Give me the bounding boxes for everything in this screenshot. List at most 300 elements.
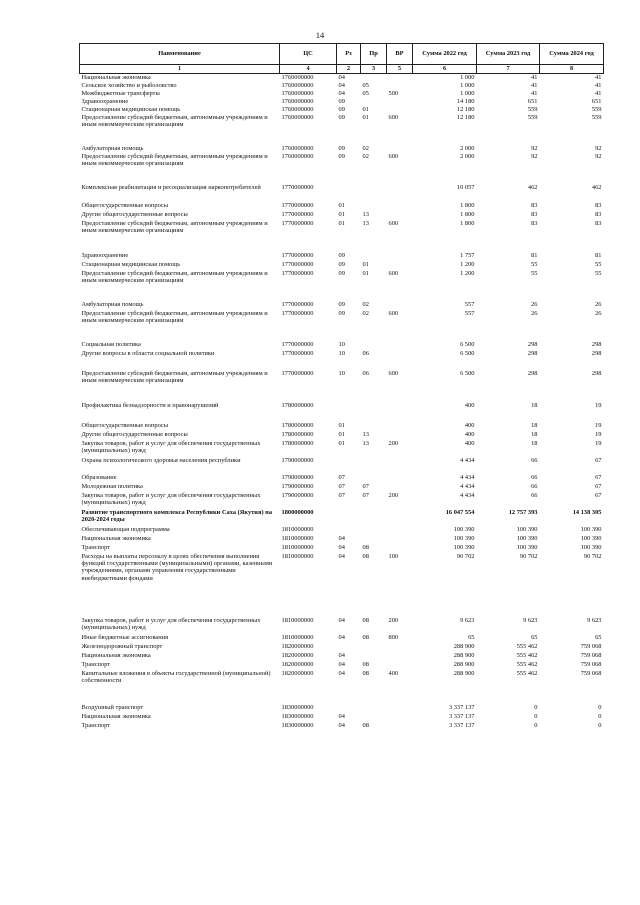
cell-sum-2022: 6 500 — [460, 340, 475, 348]
cell-sum-2023: 555 462 — [516, 651, 538, 659]
cell-name: Развитие транспортного комплекса Республики Саха (Якутия) на 2020-2024 годы — [81, 508, 273, 523]
cell-pr — [361, 457, 387, 474]
table-row — [80, 492, 604, 509]
page-number: 14 — [315, 30, 325, 40]
cell-cs: 1770000000 — [281, 340, 314, 348]
column-number-row — [80, 65, 604, 74]
cell-sum-2022: 10 057 — [456, 183, 475, 191]
table-row — [80, 402, 604, 422]
cell-rz: 09 — [338, 113, 345, 121]
cell-name: Закупка товаров, работ и услуг для обеспечения государственных (муниципальных) нужд — [81, 491, 261, 506]
cell-rz — [337, 457, 361, 474]
table-row — [80, 211, 604, 220]
cell-sum-2023: 66 — [531, 482, 538, 490]
cell-pr: 02 — [362, 300, 369, 308]
cell-pr: 13 — [362, 219, 369, 227]
cell-sum-2023: 55 — [531, 260, 538, 268]
column-number: 4 — [280, 65, 337, 74]
cell-cs: 1800000000 — [281, 508, 314, 516]
cell-sum-2024: 67 — [595, 482, 602, 490]
cell-sum-2023: 298 — [527, 369, 538, 377]
cell-pr: 01 — [362, 269, 369, 277]
cell-sum-2023: 298 — [527, 349, 538, 357]
cell-name: Здравоохранение — [81, 97, 129, 105]
cell-sum-2022: 6 500 — [460, 369, 475, 377]
cell-pr — [361, 341, 387, 350]
cell-name: Национальная экономика — [81, 74, 151, 81]
cell-rz — [337, 184, 361, 202]
cell-vr — [387, 457, 413, 474]
cell-sum-2022: 400 — [464, 439, 475, 447]
table-row — [80, 106, 604, 114]
cell-vr: 600 — [388, 152, 399, 160]
cell-rz: 04 — [338, 712, 345, 720]
cell-sum-2022: 1 000 — [460, 81, 475, 89]
cell-rz: 01 — [338, 421, 345, 429]
cell-sum-2023: 90 702 — [519, 552, 538, 560]
cell-sum-2024: 651 — [591, 97, 602, 105]
cell-sum-2023: 18 — [531, 401, 538, 409]
cell-name: Другие общегосударственные вопросы — [81, 430, 188, 438]
cell-sum-2024: 92 — [595, 144, 602, 152]
cell-name: Транспорт — [81, 721, 110, 729]
cell-sum-2023: 12 757 393 — [508, 508, 538, 516]
header-sum-2023: Сумма 2023 год — [477, 44, 540, 65]
cell-sum-2023: 555 462 — [516, 660, 538, 668]
cell-sum-2024: 14 138 305 — [572, 508, 602, 516]
cell-cs: 1770000000 — [281, 219, 314, 227]
cell-sum-2023: 66 — [531, 473, 538, 481]
cell-cs: 1790000000 — [281, 456, 314, 464]
cell-rz: 07 — [338, 482, 345, 490]
cell-vr — [387, 474, 413, 483]
cell-vr — [387, 722, 413, 731]
cell-rz: 10 — [338, 369, 345, 377]
cell-sum-2024: 92 — [595, 152, 602, 160]
cell-cs: 1820000000 — [281, 642, 314, 650]
cell-rz: 04 — [338, 616, 345, 624]
cell-rz — [337, 704, 361, 713]
table-row — [80, 98, 604, 106]
table-row — [80, 713, 604, 722]
cell-sum-2024: 81 — [595, 251, 602, 259]
cell-pr — [361, 535, 387, 544]
cell-rz: 09 — [338, 97, 345, 105]
table-row — [80, 643, 604, 652]
column-number: 8 — [540, 65, 604, 74]
cell-rz: 09 — [338, 260, 345, 268]
cell-cs: 1770000000 — [281, 201, 314, 209]
cell-name: Другие общегосударственные вопросы — [81, 210, 188, 218]
cell-pr — [361, 509, 387, 526]
cell-cs: 1770000000 — [281, 300, 314, 308]
table-row — [80, 202, 604, 211]
cell-cs: 1770000000 — [281, 369, 314, 377]
cell-rz: 01 — [338, 439, 345, 447]
cell-sum-2022: 288 900 — [453, 660, 475, 668]
table-row — [80, 145, 604, 153]
cell-cs: 1760000000 — [281, 81, 314, 89]
cell-sum-2024: 298 — [591, 340, 602, 348]
column-number: 6 — [413, 65, 477, 74]
cell-cs: 1770000000 — [281, 210, 314, 218]
cell-name: Транспорт — [81, 660, 110, 668]
cell-sum-2024: 90 702 — [583, 552, 602, 560]
cell-pr — [361, 713, 387, 722]
table-row — [80, 474, 604, 483]
table-row — [80, 722, 604, 731]
cell-sum-2023: 18 — [531, 430, 538, 438]
cell-pr: 05 — [362, 81, 369, 89]
cell-rz: 09 — [338, 300, 345, 308]
cell-sum-2024: 41 — [595, 89, 602, 97]
cell-rz: 01 — [338, 219, 345, 227]
cell-cs: 1760000000 — [281, 89, 314, 97]
cell-cs: 1810000000 — [281, 543, 314, 551]
cell-sum-2022: 3 337 137 — [448, 703, 475, 711]
cell-rz: 09 — [338, 251, 345, 259]
cell-sum-2023: 298 — [527, 340, 538, 348]
column-number: 3 — [361, 65, 387, 74]
cell-sum-2022: 1 000 — [460, 89, 475, 97]
cell-rz: 01 — [338, 210, 345, 218]
table-body — [80, 74, 604, 731]
cell-sum-2022: 2 000 — [460, 152, 475, 160]
cell-pr — [361, 74, 387, 82]
cell-name: Транспорт — [81, 543, 110, 551]
cell-name: Другие вопросы в области социальной политики — [81, 349, 215, 357]
cell-sum-2022: 100 390 — [453, 534, 475, 542]
cell-pr: 08 — [362, 616, 369, 624]
table-row — [80, 114, 604, 145]
cell-cs: 1760000000 — [281, 113, 314, 121]
cell-sum-2023: 100 390 — [516, 543, 538, 551]
cell-pr — [361, 526, 387, 535]
cell-cs: 1770000000 — [281, 349, 314, 357]
cell-vr — [387, 422, 413, 431]
cell-sum-2024: 55 — [595, 269, 602, 277]
cell-cs: 1770000000 — [281, 269, 314, 277]
cell-vr — [387, 301, 413, 310]
cell-pr: 07 — [362, 491, 369, 499]
cell-name: Амбулаторная помощь — [81, 144, 144, 152]
cell-name: Национальная экономика — [81, 651, 151, 659]
cell-sum-2024: 19 — [595, 439, 602, 447]
cell-name: Амбулаторная помощь — [81, 300, 144, 308]
cell-sum-2024: 65 — [595, 633, 602, 641]
cell-sum-2022: 288 900 — [453, 651, 475, 659]
cell-cs: 1810000000 — [281, 552, 314, 560]
cell-name: Обеспечивающая подпрограмма — [81, 525, 170, 533]
cell-pr — [361, 652, 387, 661]
cell-sum-2024: 26 — [595, 300, 602, 308]
table-row — [80, 350, 604, 370]
cell-rz — [337, 643, 361, 652]
table-row — [80, 670, 604, 704]
cell-sum-2022: 3 337 137 — [448, 712, 475, 720]
cell-cs: 1780000000 — [281, 401, 314, 409]
cell-pr — [361, 98, 387, 106]
cell-sum-2024: 0 — [598, 721, 602, 729]
column-number: 1 — [80, 65, 280, 74]
table-row — [80, 310, 604, 341]
cell-sum-2022: 14 180 — [456, 97, 475, 105]
cell-pr — [361, 422, 387, 431]
cell-vr — [387, 661, 413, 670]
cell-sum-2023: 83 — [531, 201, 538, 209]
cell-sum-2024: 67 — [595, 456, 602, 464]
cell-sum-2024: 9 623 — [587, 616, 602, 624]
cell-name: Капитальные вложения в объекты государственной (муниципальной) собственности — [81, 669, 271, 684]
cell-name: Железнодорожный транспорт — [81, 642, 163, 650]
cell-sum-2022: 100 390 — [453, 543, 475, 551]
cell-sum-2023: 65 — [531, 633, 538, 641]
table-row — [80, 74, 604, 82]
cell-cs: 1760000000 — [281, 97, 314, 105]
cell-vr — [387, 74, 413, 82]
cell-sum-2024: 41 — [595, 81, 602, 89]
header-sum-2022: Сумма 2022 год — [413, 44, 477, 65]
table-row — [80, 544, 604, 553]
cell-rz: 04 — [338, 651, 345, 659]
cell-pr: 08 — [362, 543, 369, 551]
cell-name: Молодежная политика — [81, 482, 143, 490]
cell-cs: 1760000000 — [281, 144, 314, 152]
cell-cs: 1810000000 — [281, 525, 314, 533]
cell-sum-2022: 1 800 — [460, 210, 475, 218]
cell-cs: 1760000000 — [281, 152, 314, 160]
cell-sum-2024: 19 — [595, 421, 602, 429]
cell-name: Социальная политика — [81, 340, 141, 348]
cell-rz: 09 — [338, 269, 345, 277]
table-row — [80, 261, 604, 270]
cell-sum-2024: 67 — [595, 491, 602, 499]
cell-sum-2022: 16 047 554 — [445, 508, 475, 516]
cell-sum-2022: 4 434 — [460, 482, 475, 490]
cell-pr: 13 — [362, 210, 369, 218]
cell-vr — [387, 652, 413, 661]
cell-sum-2022: 288 900 — [453, 642, 475, 650]
cell-sum-2022: 1 000 — [460, 74, 475, 81]
cell-sum-2022: 1 800 — [460, 219, 475, 227]
cell-pr — [361, 402, 387, 422]
cell-vr — [387, 261, 413, 270]
cell-sum-2023: 0 — [534, 703, 538, 711]
cell-sum-2024: 83 — [595, 210, 602, 218]
cell-sum-2022: 4 434 — [460, 473, 475, 481]
cell-name: Стационарная медицинская помощь — [81, 105, 181, 113]
cell-name: Межбюджетные трансферты — [81, 89, 160, 97]
cell-pr — [361, 704, 387, 713]
cell-vr: 200 — [388, 439, 399, 447]
cell-sum-2022: 1 800 — [460, 201, 475, 209]
cell-sum-2022: 400 — [464, 421, 475, 429]
cell-sum-2024: 100 390 — [580, 543, 602, 551]
cell-cs: 1820000000 — [281, 651, 314, 659]
table-row — [80, 220, 604, 252]
cell-sum-2023: 92 — [531, 152, 538, 160]
cell-name: Иные бюджетные ассигнования — [81, 633, 169, 641]
header-pr: Пр — [361, 44, 387, 65]
cell-cs: 1780000000 — [281, 421, 314, 429]
column-number: 2 — [337, 65, 361, 74]
cell-vr — [387, 704, 413, 713]
table-row — [80, 184, 604, 202]
cell-rz: 09 — [338, 105, 345, 113]
cell-name: Здравоохранение — [81, 251, 129, 259]
cell-name: Национальная экономика — [81, 712, 151, 720]
cell-sum-2024: 83 — [595, 219, 602, 227]
cell-rz: 04 — [338, 633, 345, 641]
cell-rz: 04 — [338, 89, 345, 97]
cell-name: Закупка товаров, работ и услуг для обеспечения государственных (муниципальных) нужд — [81, 616, 261, 631]
cell-rz: 09 — [338, 309, 345, 317]
cell-vr — [387, 252, 413, 261]
cell-sum-2023: 41 — [531, 81, 538, 89]
cell-cs: 1810000000 — [281, 633, 314, 641]
cell-cs: 1770000000 — [281, 183, 314, 191]
cell-sum-2023: 559 — [527, 113, 538, 121]
cell-cs: 1810000000 — [281, 534, 314, 542]
cell-sum-2023: 66 — [531, 456, 538, 464]
cell-name: Общегосударственные вопросы — [81, 421, 169, 429]
cell-sum-2024: 298 — [591, 349, 602, 357]
cell-name: Общегосударственные вопросы — [81, 201, 169, 209]
cell-rz: 04 — [338, 669, 345, 677]
cell-sum-2024: 41 — [595, 74, 602, 81]
cell-sum-2022: 1 757 — [460, 251, 475, 259]
cell-name: Предоставление субсидий бюджетным, автономным учреждениям и иным некоммерческим организациям — [81, 219, 268, 234]
cell-sum-2022: 4 434 — [460, 456, 475, 464]
table-row — [80, 661, 604, 670]
cell-vr — [387, 483, 413, 492]
cell-vr — [387, 526, 413, 535]
cell-cs: 1790000000 — [281, 482, 314, 490]
header-cs: ЦС — [280, 44, 337, 65]
cell-sum-2023: 462 — [527, 183, 538, 191]
cell-rz: 04 — [338, 74, 345, 81]
cell-name: Комплексная реабилитация и ресоциализация наркопотребителей — [81, 183, 261, 191]
cell-vr: 600 — [388, 309, 399, 317]
cell-name: Предоставление субсидий бюджетным, автономным учреждениям и иным некоммерческим организациям — [81, 113, 268, 128]
cell-rz: 04 — [338, 721, 345, 729]
cell-rz — [337, 526, 361, 535]
table-row — [80, 652, 604, 661]
cell-vr — [387, 402, 413, 422]
cell-sum-2022: 9 623 — [460, 616, 475, 624]
cell-sum-2022: 6 500 — [460, 349, 475, 357]
cell-sum-2024: 19 — [595, 401, 602, 409]
cell-pr: 08 — [362, 552, 369, 560]
cell-sum-2024: 55 — [595, 260, 602, 268]
table-row — [80, 457, 604, 474]
cell-name: Образование — [81, 473, 117, 481]
table-row — [80, 153, 604, 184]
cell-rz: 10 — [338, 340, 345, 348]
cell-vr — [387, 202, 413, 211]
cell-rz: 09 — [338, 144, 345, 152]
cell-cs: 1760000000 — [281, 74, 314, 81]
cell-rz: 01 — [338, 201, 345, 209]
cell-vr — [387, 544, 413, 553]
cell-cs: 1830000000 — [281, 703, 314, 711]
cell-cs: 1780000000 — [281, 439, 314, 447]
cell-sum-2024: 19 — [595, 430, 602, 438]
cell-rz: 04 — [338, 552, 345, 560]
cell-cs: 1770000000 — [281, 260, 314, 268]
cell-name: Профилактика безнадзорности и правонарушений — [81, 401, 219, 409]
cell-sum-2024: 759 068 — [580, 660, 602, 668]
cell-rz: 07 — [338, 491, 345, 499]
cell-sum-2023: 18 — [531, 421, 538, 429]
cell-vr: 600 — [388, 369, 399, 377]
cell-pr: 08 — [362, 669, 369, 677]
column-number: 7 — [477, 65, 540, 74]
header-sum-2024: Сумма 2024 год — [540, 44, 604, 65]
cell-vr — [387, 82, 413, 90]
cell-vr: 800 — [388, 633, 399, 641]
cell-cs: 1770000000 — [281, 309, 314, 317]
cell-pr: 06 — [362, 349, 369, 357]
cell-sum-2024: 83 — [595, 201, 602, 209]
cell-pr: 13 — [362, 430, 369, 438]
cell-vr — [387, 350, 413, 370]
cell-sum-2023: 100 390 — [516, 534, 538, 542]
table-row — [80, 431, 604, 440]
cell-sum-2022: 3 337 137 — [448, 721, 475, 729]
cell-name: Закупка товаров, работ и услуг для обеспечения государственных (муниципальных) нужд — [81, 439, 261, 454]
cell-sum-2023: 83 — [531, 219, 538, 227]
cell-name: Предоставление субсидий бюджетным, автономным учреждениям и иным некоммерческим организациям — [81, 369, 268, 384]
cell-sum-2024: 26 — [595, 309, 602, 317]
cell-cs: 1790000000 — [281, 491, 314, 499]
cell-pr: 13 — [362, 439, 369, 447]
cell-sum-2024: 462 — [591, 183, 602, 191]
cell-sum-2022: 557 — [464, 300, 475, 308]
cell-cs: 1830000000 — [281, 721, 314, 729]
cell-sum-2023: 41 — [531, 89, 538, 97]
cell-sum-2022: 288 900 — [453, 669, 475, 677]
cell-rz: 04 — [338, 534, 345, 542]
cell-sum-2024: 759 068 — [580, 642, 602, 650]
cell-sum-2023: 41 — [531, 74, 538, 81]
cell-sum-2023: 83 — [531, 210, 538, 218]
cell-pr — [361, 474, 387, 483]
cell-vr: 600 — [388, 219, 399, 227]
cell-pr — [361, 202, 387, 211]
cell-vr — [387, 431, 413, 440]
cell-sum-2022: 100 390 — [453, 525, 475, 533]
cell-cs: 1760000000 — [281, 105, 314, 113]
cell-name: Стационарная медицинская помощь — [81, 260, 181, 268]
cell-sum-2024: 559 — [591, 113, 602, 121]
cell-pr — [361, 252, 387, 261]
cell-sum-2024: 759 068 — [580, 651, 602, 659]
cell-cs: 1790000000 — [281, 473, 314, 481]
cell-pr: 08 — [362, 721, 369, 729]
cell-sum-2022: 557 — [464, 309, 475, 317]
cell-vr — [387, 535, 413, 544]
cell-sum-2022: 12 180 — [456, 113, 475, 121]
cell-name: Охрана психологического здоровья населения республики — [81, 456, 241, 464]
cell-sum-2023: 66 — [531, 491, 538, 499]
table-row — [80, 617, 604, 634]
cell-pr — [361, 643, 387, 652]
cell-rz: 10 — [338, 349, 345, 357]
cell-sum-2024: 67 — [595, 473, 602, 481]
table-row — [80, 270, 604, 301]
cell-sum-2023: 92 — [531, 144, 538, 152]
